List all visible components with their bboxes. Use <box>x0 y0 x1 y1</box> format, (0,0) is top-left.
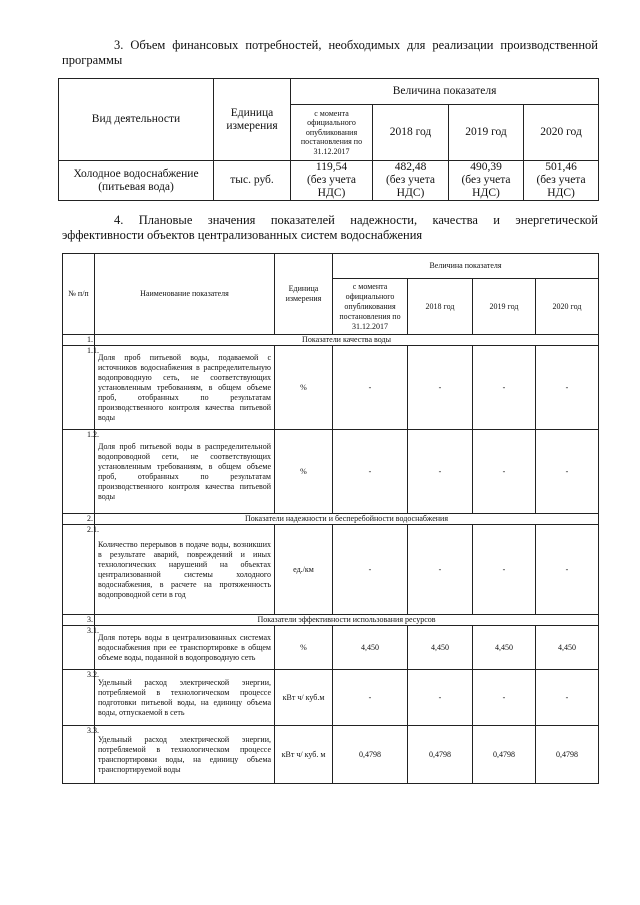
table-row: 3.2. Удельный расход электрической энергии, потребляемой в технологическом процессе подготовки питьевой воды, на единицу объема воды, отпускаемой в сеть кВт ч/ куб.м - - - - <box>63 670 599 726</box>
section4-heading-line2: эффективности объектов централизованных систем водоснабжения <box>62 228 423 242</box>
cell-unit: тыс. руб. <box>214 161 291 201</box>
header-year-2019: 2019 год <box>449 105 524 161</box>
table-row: 1.1. Доля проб питьевой воды, подаваемой с источников водоснабжения в распределительную водопроводную сеть, не соответствующих установленным требованиям, в общем объеме проб, отобранных по результатам производственного контроля качества питьевой воды % - - - - <box>63 346 599 430</box>
header-name: Наименование показателя <box>95 254 275 335</box>
header-unit: Единица измерения <box>214 79 291 161</box>
section-title: Показатели качества воды <box>95 335 599 346</box>
cell-activity: Холодное водоснабжение (питьевая вода) <box>59 161 214 201</box>
cell-value: 490,39 (без учета НДС) <box>449 161 524 201</box>
header-year-2020: 2020 год <box>524 105 599 161</box>
section3-heading-line2: программы <box>62 53 123 67</box>
section-title: Показатели надежности и бесперебойности водоснабжения <box>95 514 599 525</box>
indicator-unit: кВт ч/ куб.м <box>275 670 333 726</box>
cell-value: 119,54 (без учета НДС) <box>291 161 373 201</box>
section-title: Показатели эффективности использования ресурсов <box>95 615 599 626</box>
header-value: Величина показателя <box>333 254 599 279</box>
indicator-unit: ед./км <box>275 525 333 615</box>
indicator-name: Доля потерь воды в централизованных системах водоснабжения при ее транспортировке в общем объеме воды, поданной в водопроводную сеть <box>95 626 275 670</box>
financial-needs-table <box>58 78 599 201</box>
table-row: 3.1. Доля потерь воды в централизованных системах водоснабжения при ее транспортировке в общем объеме воды, поданной в водопроводную сеть % 4,450 4,450 4,450 4,450 <box>63 626 599 670</box>
header-activity: Вид деятельности <box>59 79 214 161</box>
indicator-name: Удельный расход электрической энергии, потребляемой в технологическом процессе подготовки питьевой воды, на единицу объема воды, отпускаемой в сеть <box>95 670 275 726</box>
table-row: 1.2. Доля проб питьевой воды в распределительной водопроводной сети, не соответствующих установленным требованиям, в общем объеме проб, отобранных по результатам производственного контроля качества питьевой воды % - - - - <box>63 430 599 514</box>
indicators-table <box>62 253 599 784</box>
header-year-2020: 2020 год <box>536 279 599 335</box>
cell-value: 501,46 (без учета НДС) <box>524 161 599 201</box>
section-row: 2. Показатели надежности и бесперебойности водоснабжения <box>63 514 599 525</box>
section4-heading-line1: 4. Плановые значения показателей надежности, качества и энергетической <box>114 213 598 227</box>
indicator-name: Удельный расход электрической энергии, потребляемой в технологическом процессе транспортировки воды, на единицу объема транспортируемой воды <box>95 726 275 784</box>
indicator-name: Доля проб питьевой воды, подаваемой с источников водоснабжения в распределительную водопроводную сеть, не соответствующих установленным требованиям, в общем объеме проб, отобранных по результатам производственного контроля качества питьевой воды <box>95 346 275 430</box>
indicator-unit: кВт ч/ куб. м <box>275 726 333 784</box>
cell-value: 482,48 (без учета НДС) <box>373 161 449 201</box>
table-row: 3.3. Удельный расход электрической энергии, потребляемой в технологическом процессе транспортировки воды, на единицу объема транспортируемой воды кВт ч/ куб. м 0,4798 0,4798 0,4798 0,4798 <box>63 726 599 784</box>
header-unit: Единица измерения <box>275 254 333 335</box>
header-num: № п/п <box>63 254 95 335</box>
header-value: Величина показателя <box>291 79 599 105</box>
header-year-2019: 2019 год <box>473 279 536 335</box>
section3-heading <box>62 38 598 68</box>
indicator-unit: % <box>275 626 333 670</box>
section-row: 3. Показатели эффективности использования ресурсов <box>63 615 599 626</box>
section3-heading-line1: 3. Объем финансовых потребностей, необходимых для реализации производственной <box>114 38 598 52</box>
indicator-unit: % <box>275 430 333 514</box>
table-row <box>59 161 599 201</box>
indicator-name: Доля проб питьевой воды в распределительной водопроводной сети, не соответствующих установленным требованиям, в общем объеме проб, отобранных по результатам производственного контроля качества питьевой воды <box>95 430 275 514</box>
header-since: с момента официального опубликования постановления по 31.12.2017 <box>291 105 373 161</box>
table-row: 2.1. Количество перерывов в подаче воды, возникших в результате аварий, повреждений и иных технологических нарушений на объектах централизованной системы холодного водоснабжения, в расчете на протяженность водопроводной сети в год ед./км - - - - <box>63 525 599 615</box>
header-year-2018: 2018 год <box>373 105 449 161</box>
header-since: с момента официального опубликования постановления по 31.12.2017 <box>333 279 408 335</box>
header-year-2018: 2018 год <box>408 279 473 335</box>
indicator-unit: % <box>275 346 333 430</box>
section4-heading <box>62 213 598 243</box>
section-row: 1. Показатели качества воды <box>63 335 599 346</box>
indicator-name: Количество перерывов в подаче воды, возникших в результате аварий, повреждений и иных технологических нарушений на объектах централизованной системы холодного водоснабжения, в расчете на протяженность водопроводной сети в год <box>95 525 275 615</box>
